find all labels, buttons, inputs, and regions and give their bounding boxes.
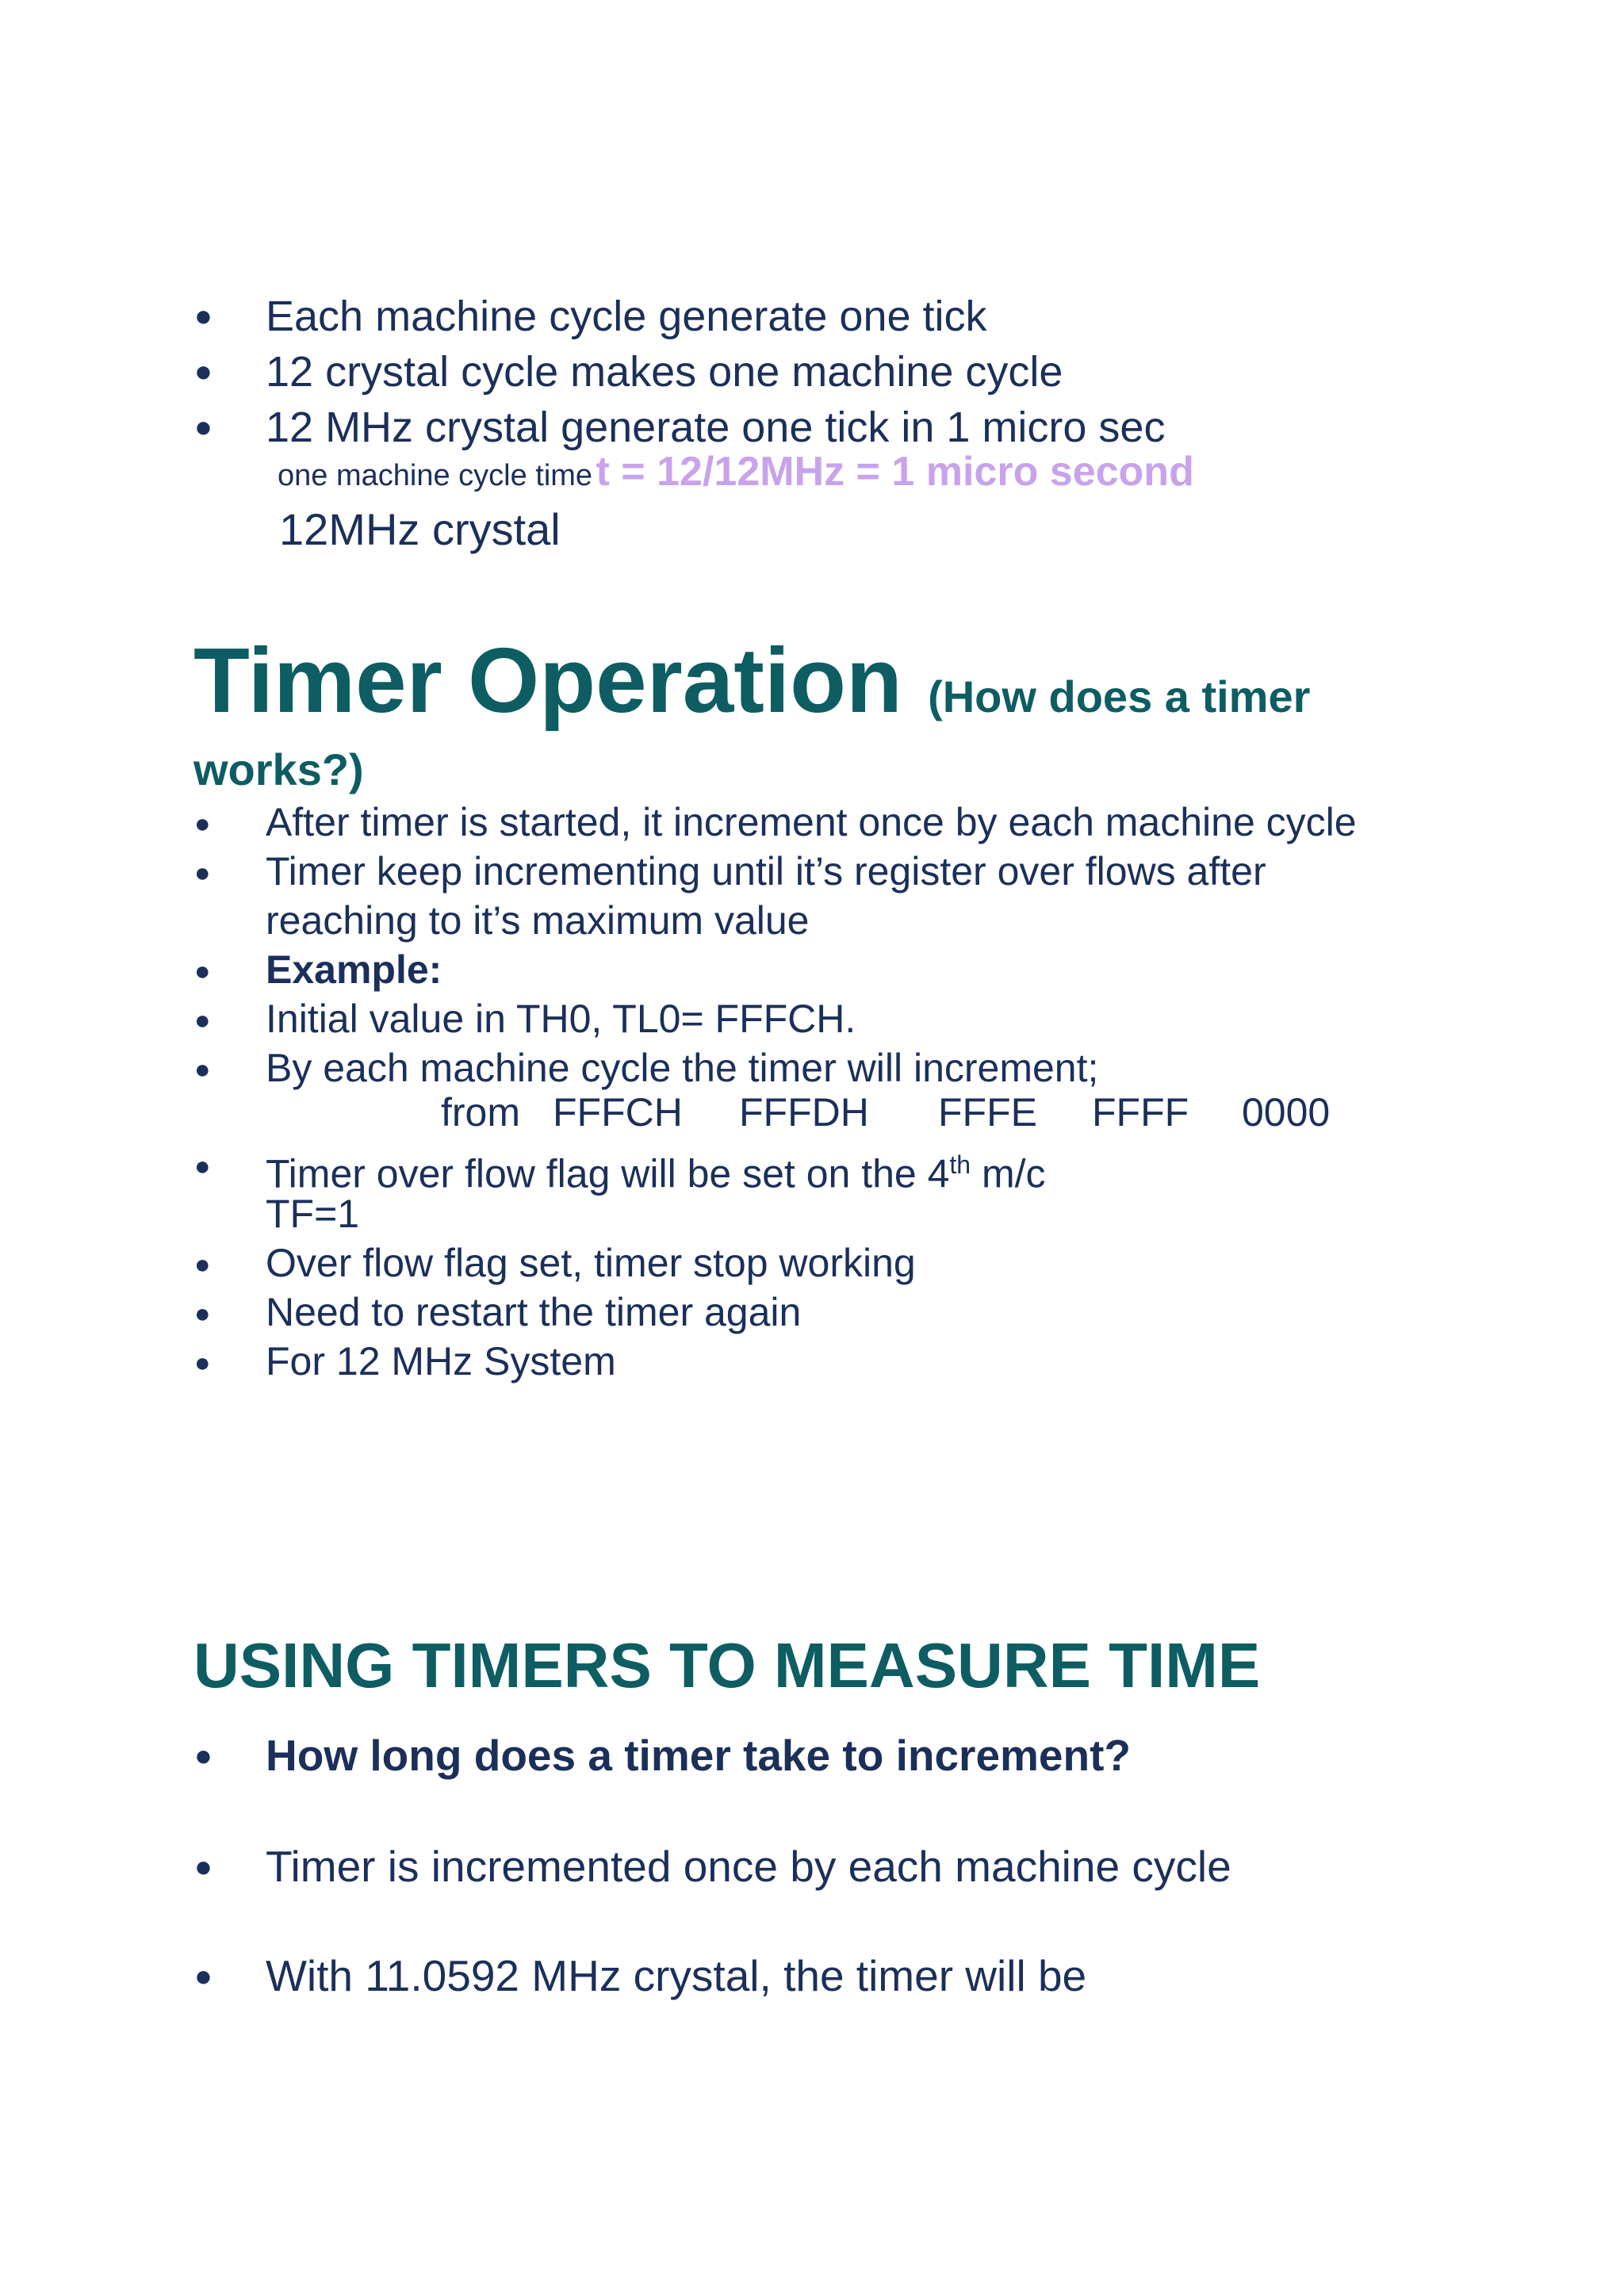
cycle-time-line — [278, 448, 1194, 496]
list-item-text: After timer is started, it increment once by each machine cycle — [266, 800, 1357, 844]
list-item-text: Over flow flag set, timer stop working — [266, 1241, 916, 1285]
bullet-icon: ● — [194, 300, 213, 333]
list-item-text: By each machine cycle the timer will increment; — [266, 1046, 1099, 1090]
bullet-icon: ● — [194, 1005, 211, 1035]
sequence-value: 0000 — [1242, 1090, 1331, 1135]
bullet-icon: ● — [194, 1299, 211, 1329]
bullet-icon: ● — [194, 355, 213, 388]
measure-time-heading: USING TIMERS TO MEASURE TIME — [193, 1630, 1261, 1701]
text-part: Timer over flow flag will be set on the 4 — [266, 1151, 950, 1196]
text-part: m/c — [971, 1151, 1046, 1196]
bullet-icon: ● — [194, 1054, 211, 1085]
list-item-text: With 11.0592 MHz crystal, the timer will be — [266, 1951, 1087, 2000]
sequence-value: FFFE — [938, 1090, 1037, 1135]
example-label: Example: — [266, 947, 442, 992]
list-item-text: Timer keep incrementing until it’s register over flows after — [266, 849, 1266, 894]
list-item-text: reaching to it’s maximum value — [266, 898, 810, 943]
cycle-time-formula: t = 12/12MHz = 1 micro second — [596, 449, 1194, 495]
list-item-text: Need to restart the timer again — [266, 1290, 802, 1334]
bullet-icon: ● — [194, 1249, 211, 1280]
cycle-time-label: one machine cycle time — [278, 459, 593, 492]
superscript: th — [949, 1150, 971, 1179]
list-item-text — [266, 1140, 1046, 1199]
list-item-text: 12 crystal cycle makes one machine cycle — [266, 348, 1063, 396]
list-item-text: Each machine cycle generate one tick — [266, 293, 987, 340]
bullet-icon: ● — [194, 1348, 211, 1378]
sequence-value: FFFF — [1092, 1090, 1189, 1135]
bullet-icon: ● — [194, 956, 211, 986]
heading-subtitle-continued: works?) — [193, 744, 364, 794]
list-item-text: Timer is incremented once by each machine cycle — [266, 1842, 1231, 1891]
crystal-label: 12MHz crystal — [279, 504, 561, 554]
bullet-icon: ● — [194, 411, 213, 444]
bullet-icon: ● — [194, 1850, 213, 1884]
heading-title: Timer Operation — [193, 629, 902, 732]
bullet-icon: ● — [194, 1151, 211, 1181]
heading-subtitle: (How does a timer — [928, 672, 1311, 721]
list-item-text: TF=1 — [266, 1192, 360, 1236]
timer-operation-heading — [193, 629, 1311, 732]
bullet-icon: ● — [194, 1739, 213, 1773]
bullet-icon: ● — [194, 809, 211, 839]
list-item-text: How long does a timer take to increment? — [266, 1731, 1132, 1780]
list-item-text: For 12 MHz System — [266, 1339, 616, 1383]
list-item-text: 12 MHz crystal generate one tick in 1 micro sec — [266, 404, 1166, 451]
sequence-value: FFFDH — [739, 1090, 869, 1135]
list-item-text: Initial value in TH0, TL0= FFFCH. — [266, 997, 856, 1041]
sequence-from: from — [441, 1090, 520, 1135]
sequence-value: FFFCH — [553, 1090, 683, 1135]
bullet-icon: ● — [194, 1960, 213, 1993]
bullet-icon: ● — [194, 858, 211, 888]
